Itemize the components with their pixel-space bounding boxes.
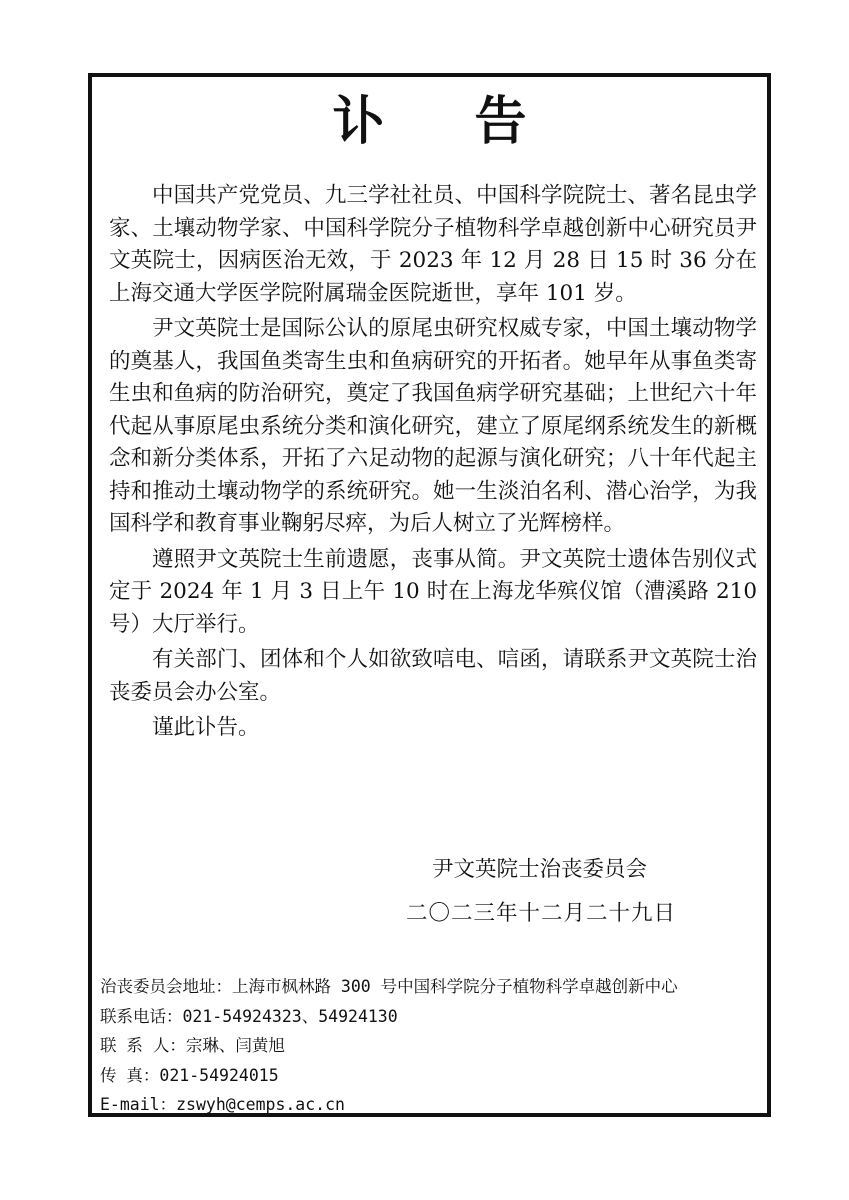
notice-frame — [88, 73, 771, 1117]
paragraph-closing: 谨此讣告。 — [152, 715, 260, 740]
notice-title: 讣告 — [332, 92, 617, 152]
signature-date: 二〇二三年十二月二十九日 — [406, 901, 677, 926]
contact-email: E-mail：zswyh@cemps.ac.cn — [100, 1095, 345, 1114]
contact-person: 联 系 人：宗琳、闫黄旭 — [100, 1036, 285, 1055]
contact-phone: 联系电话：021-54924323、54924130 — [100, 1006, 398, 1026]
paragraph-funeral-arrangement: 遵照尹文英院士生前遗愿，丧事从简。尹文英院士遗体告别仪式定于 2024 年 1 月 3 日上午 10 时在上海龙华殡仪馆（漕溪路 210 号）大厅举行。 — [109, 546, 757, 637]
paragraph-condolence-contact: 有关部门、团体和个人如欲致唁电、唁函，请联系尹文英院士治丧委员会办公室。 — [109, 647, 757, 705]
contact-fax: 传 真：021-54924015 — [100, 1065, 279, 1085]
paragraph-announcement: 中国共产党党员、九三学社社员、中国科学院院士、著名昆虫学家、土壤动物学家、中国科学院分子植物科学卓越创新中心研究员尹文英院士，因病医治无效，于 2023 年 12 月 28 日 15 时 36 分在上海交通大学医学院附属瑞金医院逝世，享年 101 岁。 — [109, 183, 757, 306]
signature-organization: 尹文英院士治丧委员会 — [432, 857, 648, 882]
paragraph-achievements: 尹文英院士是国际公认的原尾虫研究权威专家，中国土壤动物学的奠基人，我国鱼类寄生虫和鱼病研究的开拓者。她早年从事鱼类寄生虫和鱼病的防治研究，奠定了我国鱼病学研究基础；上世纪六十年代起从事原尾虫系统分类和演化研究，建立了原尾纲系统发生的新概念和新分类体系，开拓了六足动物的起源与演化研究；八十年代起主持和推动土壤动物学的系统研究。她一生淡泊名利、潜心治学，为我国科学和教育事业鞠躬尽瘁，为后人树立了光辉榜样。 — [109, 316, 757, 536]
notice-body — [109, 180, 757, 748]
contact-address: 治丧委员会地址：上海市枫林路 300 号中国科学院分子植物科学卓越创新中心 — [100, 977, 678, 996]
contact-block — [100, 972, 760, 1120]
